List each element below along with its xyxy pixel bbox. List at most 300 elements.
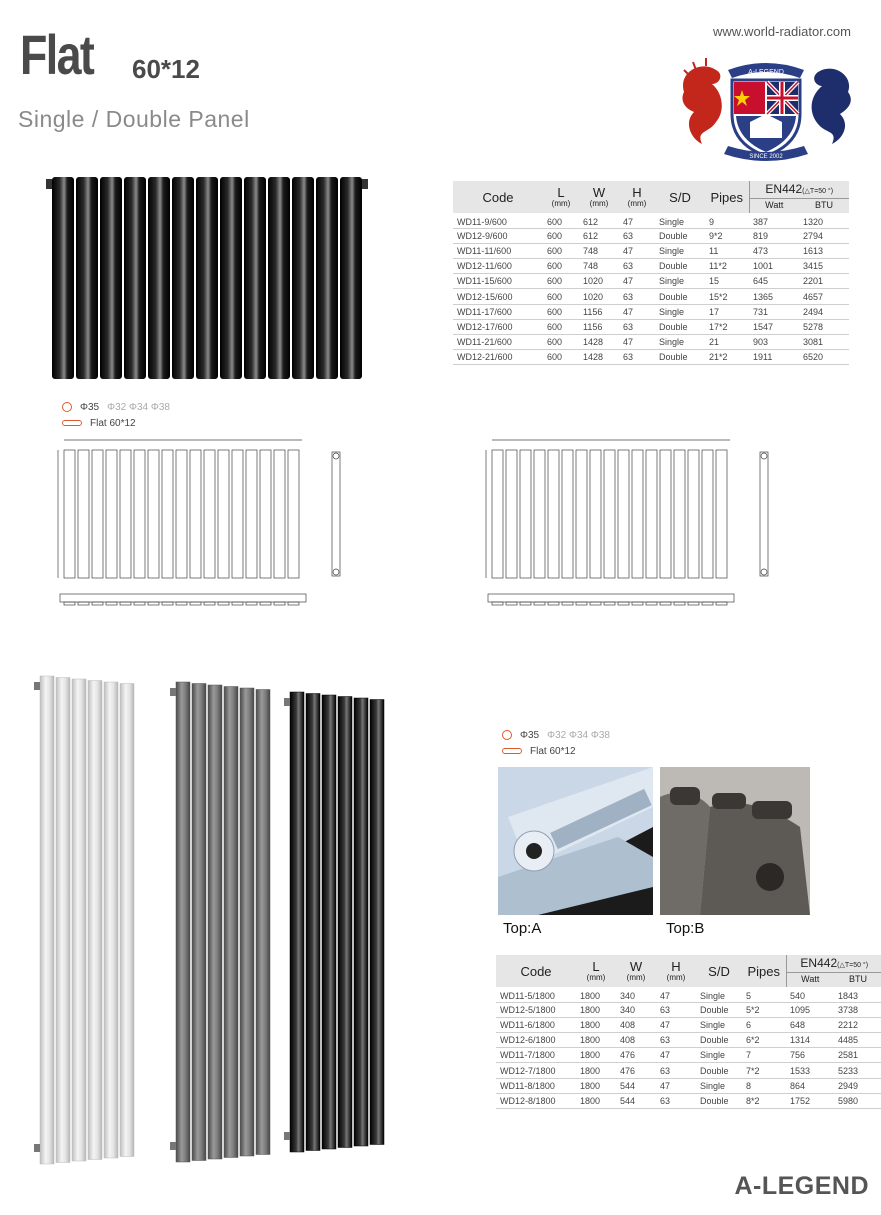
table-cell: Single [696,1078,742,1093]
table-cell: 600 [543,259,579,274]
bottom-view-tube [288,602,299,605]
drawing-column [106,450,117,578]
table-cell: 1365 [749,289,799,304]
table-cell: 600 [543,304,579,319]
col-pipes: Pipes [705,181,749,213]
table-cell: Single [655,304,705,319]
table-cell: 1752 [786,1093,834,1108]
table-cell: 1800 [576,1093,616,1108]
bottom-view-tube [204,602,215,605]
flat-tube-icon [62,420,82,426]
table-row [453,335,849,350]
table-cell: 1095 [786,1002,834,1017]
bottom-view-tube [702,602,713,605]
table-cell: 1800 [576,1002,616,1017]
table-cell: 340 [616,1002,656,1017]
brand-logo-text: A-LEGEND [734,1172,869,1200]
vertical-radiator-column [176,682,190,1162]
table-cell: 8 [742,1078,786,1093]
vertical-table-body [496,987,881,1109]
top-a-label: Top:A [503,920,542,937]
table-cell: 6 [742,1017,786,1032]
table-cell: 1428 [579,335,619,350]
table-cell: 476 [616,1063,656,1078]
drawing-column [548,450,559,578]
table-row [496,1033,881,1048]
col-h: H (mm) [619,181,655,213]
table-cell: 17*2 [705,319,749,334]
radiator-valve [34,682,40,690]
table-cell: 2201 [799,274,849,289]
bottom-view-tube [632,602,643,605]
technical-drawing-double [474,432,774,612]
radiator-column [196,177,218,379]
bottom-view [60,594,306,602]
table-cell: 2494 [799,304,849,319]
table-cell: 1800 [576,1048,616,1063]
table-cell: 731 [749,304,799,319]
table-cell: 3738 [834,1002,881,1017]
bottom-view-tube [688,602,699,605]
table-cell: 864 [786,1078,834,1093]
table-cell: WD12-8/1800 [496,1093,576,1108]
table-cell: 7 [742,1048,786,1063]
horizontal-table-body [453,213,849,365]
table-cell: Double [655,289,705,304]
drawing-column [534,450,545,578]
table-cell: 600 [543,319,579,334]
radiator-column [340,177,362,379]
table-cell: 4485 [834,1033,881,1048]
table-row [496,1063,881,1078]
drawing-column [506,450,517,578]
table-cell: 11*2 [705,259,749,274]
vertical-radiator-column [354,698,368,1146]
bottom-view-tube [534,602,545,605]
logo-since-text: SINCE 2002 [749,154,783,160]
product-title [20,22,200,87]
bottom-view [488,594,734,602]
bottom-view-tube [274,602,285,605]
vertical-radiator-column [208,685,222,1159]
table-cell: WD11-15/600 [453,274,543,289]
table-cell: WD12-21/600 [453,350,543,365]
table-cell: 756 [786,1048,834,1063]
bottom-view-tube [218,602,229,605]
subtitle: Single / Double Panel [18,106,250,132]
table-row [453,319,849,334]
legend-pipe-selected: Φ35 [520,729,540,741]
table-cell: WD11-8/1800 [496,1078,576,1093]
drawing-column [190,450,201,578]
drawing-column [646,450,657,578]
table-cell: 819 [749,228,799,243]
vertical-radiator-column [370,700,384,1145]
table-cell: 9 [705,213,749,228]
side-view [332,452,340,576]
table-cell: Single [696,1048,742,1063]
vertical-radiator-column [256,690,270,1155]
table-cell: 600 [543,350,579,365]
table-cell: 1314 [786,1033,834,1048]
table-cell: 8*2 [742,1093,786,1108]
table-cell: Single [655,335,705,350]
table-cell: 648 [786,1017,834,1032]
col-en442: EN442(△T=50 °) [786,955,881,972]
table-cell: 1800 [576,1033,616,1048]
table-row [496,1048,881,1063]
table-cell: Single [655,213,705,228]
radiator-valve [170,1142,176,1150]
technical-drawing-single [46,432,346,612]
bottom-view-tube [520,602,531,605]
table-cell: 63 [619,319,655,334]
table-cell: 1020 [579,274,619,289]
table-cell: Double [655,350,705,365]
table-cell: 1800 [576,1063,616,1078]
top-a-detail-photo [498,767,653,915]
table-cell: 600 [543,289,579,304]
table-cell: WD11-11/600 [453,243,543,258]
table-cell: 6520 [799,350,849,365]
legend-pipe-others: Φ32 Φ34 Φ38 [107,401,170,413]
radiator-column [244,177,266,379]
table-cell: 63 [619,289,655,304]
side-view-valve [761,453,767,459]
round-pipe-icon [62,402,72,412]
radiator-column [124,177,146,379]
table-cell: WD11-17/600 [453,304,543,319]
vertical-radiator-column [322,695,336,1149]
drawing-column [78,450,89,578]
table-cell: 47 [619,274,655,289]
radiator-valve [284,698,290,706]
col-watt: Watt [786,972,834,987]
vertical-radiator-column [120,684,134,1157]
table-cell: 1800 [576,1017,616,1032]
table-cell: 600 [543,213,579,228]
table-cell: 47 [656,987,696,1002]
bottom-view-tube [134,602,145,605]
table-cell: 2581 [834,1048,881,1063]
bottom-view-tube [246,602,257,605]
table-cell: 47 [619,213,655,228]
table-row [453,289,849,304]
title-size: 60*12 [132,54,200,84]
bottom-view-tube [492,602,503,605]
table-cell: 63 [619,259,655,274]
table-cell: 3415 [799,259,849,274]
vertical-radiators-photo [32,672,412,1172]
website-url: www.world-radiator.com [713,24,851,39]
drawing-column [120,450,131,578]
drawing-column [232,450,243,578]
vertical-radiator-column [104,682,118,1158]
vertical-radiator-column [40,676,54,1164]
bottom-view-tube [618,602,629,605]
vertical-radiator-column [72,679,86,1161]
legend-pipe-selected: Φ35 [80,401,100,413]
table-cell: 47 [619,304,655,319]
table-cell: 47 [656,1048,696,1063]
table-cell: Single [696,1017,742,1032]
table-cell: 5233 [834,1063,881,1078]
table-row [453,274,849,289]
flat-tube-icon [502,748,522,754]
table-cell: 600 [543,274,579,289]
table-cell: 2212 [834,1017,881,1032]
table-row [496,1093,881,1108]
table-cell: 544 [616,1078,656,1093]
col-watt: Watt [749,198,799,213]
bottom-view-tube [562,602,573,605]
drawing-column [134,450,145,578]
table-row [453,228,849,243]
drawing-column [64,450,75,578]
table-cell: Double [655,319,705,334]
pipe-legend-bottom [502,727,610,759]
drawing-column [92,450,103,578]
horizontal-black-radiator-photo [44,175,370,381]
bottom-view-tube [148,602,159,605]
col-l: L (mm) [543,181,579,213]
drawing-column [204,450,215,578]
table-cell: 3081 [799,335,849,350]
table-cell: 748 [579,243,619,258]
table-row [453,304,849,319]
drawing-column [218,450,229,578]
table-cell: Single [655,274,705,289]
col-code: Code [496,955,576,987]
vertical-radiator-column [192,684,206,1161]
radiator-column [52,177,74,379]
table-cell: 1800 [576,1078,616,1093]
legend-panel: Flat 60*12 [90,417,136,429]
table-cell: 612 [579,228,619,243]
side-view-valve [333,453,339,459]
table-row [496,1002,881,1017]
bottom-view-tube [120,602,131,605]
col-btu: BTU [834,972,881,987]
table-cell: 63 [619,228,655,243]
bottom-view-tube [576,602,587,605]
table-cell: WD12-9/600 [453,228,543,243]
title-main: Flat [20,23,94,86]
drawing-column [660,450,671,578]
table-cell: 600 [543,228,579,243]
vertical-radiator-column [290,692,304,1152]
table-row [453,213,849,228]
vertical-radiator-column [338,697,352,1148]
table-row [496,1078,881,1093]
table-cell: WD12-15/600 [453,289,543,304]
table-cell: 1911 [749,350,799,365]
table-cell: 340 [616,987,656,1002]
table-cell: 1320 [799,213,849,228]
drawing-column [604,450,615,578]
table-cell: 47 [656,1017,696,1032]
table-cell: 1156 [579,304,619,319]
col-w: W (mm) [579,181,619,213]
col-en442: EN442(△T=50 °) [749,181,849,198]
table-cell: 600 [543,335,579,350]
table-cell: 47 [619,335,655,350]
drawing-column [590,450,601,578]
table-cell: 15*2 [705,289,749,304]
table-cell: 2794 [799,228,849,243]
radiator-column [316,177,338,379]
table-cell: WD11-21/600 [453,335,543,350]
radiator-column [76,177,98,379]
drawing-column [520,450,531,578]
table-cell: 1613 [799,243,849,258]
col-sd: S/D [696,955,742,987]
top-b-detail-photo [660,767,810,915]
table-cell: 63 [656,1002,696,1017]
bottom-view-tube [660,602,671,605]
table-cell: WD11-9/600 [453,213,543,228]
table-cell: 21 [705,335,749,350]
table-cell: 63 [619,350,655,365]
col-btu: BTU [799,198,849,213]
table-cell: WD11-5/1800 [496,987,576,1002]
table-cell: Double [655,259,705,274]
bottom-view-tube [646,602,657,605]
col-pipes: Pipes [742,955,786,987]
table-cell: 15 [705,274,749,289]
table-cell: 47 [619,243,655,258]
drawing-column [702,450,713,578]
table-cell: Double [696,1093,742,1108]
col-l: L (mm) [576,955,616,987]
vertical-radiator-column [306,694,320,1151]
a-legend-crest-logo [676,52,856,167]
table-cell: 1020 [579,289,619,304]
table-cell: 540 [786,987,834,1002]
table-cell: 2949 [834,1078,881,1093]
bottom-view-tube [260,602,271,605]
bottom-view-tube [64,602,75,605]
drawing-column [176,450,187,578]
drawing-column [562,450,573,578]
table-cell: 1800 [576,987,616,1002]
bottom-view-tube [92,602,103,605]
radiator-column [268,177,290,379]
bottom-view-tube [176,602,187,605]
logo-ribbon-text: A-LEGEND [748,69,784,76]
table-cell: 5 [742,987,786,1002]
table-row [453,259,849,274]
table-cell: 600 [543,243,579,258]
radiator-column [220,177,242,379]
table-row [453,350,849,365]
drawing-column [274,450,285,578]
legend-pipe-others: Φ32 Φ34 Φ38 [547,729,610,741]
table-cell: Single [696,987,742,1002]
table-cell: 4657 [799,289,849,304]
table-cell: 612 [579,213,619,228]
side-view-valve [333,569,339,575]
radiator-column [100,177,122,379]
table-cell: 63 [656,1063,696,1078]
vertical-radiator-column [224,687,238,1158]
drawing-column [618,450,629,578]
table-cell: 476 [616,1048,656,1063]
col-sd: S/D [655,181,705,213]
horizontal-spec-table [453,181,849,365]
drawing-column [288,450,299,578]
drawing-column [162,450,173,578]
radiator-valve [284,1132,290,1140]
table-cell: 5980 [834,1093,881,1108]
table-cell: Double [696,1033,742,1048]
drawing-column [576,450,587,578]
bottom-view-tube [604,602,615,605]
pipe-legend-top [62,399,170,431]
table-cell: 6*2 [742,1033,786,1048]
drawing-column [260,450,271,578]
table-cell: 17 [705,304,749,319]
vertical-radiator-column [240,688,254,1156]
side-view-valve [761,569,767,575]
vertical-spec-table [496,955,881,1109]
table-cell: 408 [616,1033,656,1048]
drawing-column [688,450,699,578]
drawing-column [674,450,685,578]
drawing-column [716,450,727,578]
table-cell: WD12-11/600 [453,259,543,274]
table-cell: 1428 [579,350,619,365]
bottom-view-tube [548,602,559,605]
radiator-column [148,177,170,379]
table-cell: WD12-5/1800 [496,1002,576,1017]
table-cell: 748 [579,259,619,274]
col-code: Code [453,181,543,213]
drawing-column [632,450,643,578]
table-cell: WD11-6/1800 [496,1017,576,1032]
table-cell: 9*2 [705,228,749,243]
drawing-column [492,450,503,578]
table-row [496,1017,881,1032]
table-cell: 21*2 [705,350,749,365]
table-cell: 1547 [749,319,799,334]
table-cell: WD11-7/1800 [496,1048,576,1063]
table-cell: 408 [616,1017,656,1032]
drawing-column [148,450,159,578]
table-cell: 47 [656,1078,696,1093]
bottom-view-tube [674,602,685,605]
table-cell: 387 [749,213,799,228]
table-cell: Double [696,1002,742,1017]
vertical-radiator-column [88,681,102,1160]
table-cell: 7*2 [742,1063,786,1078]
table-cell: 5278 [799,319,849,334]
bottom-view-tube [590,602,601,605]
radiator-valve [34,1144,40,1152]
bottom-view-tube [190,602,201,605]
vertical-radiator-column [56,678,70,1163]
radiator-column [172,177,194,379]
table-cell: Single [655,243,705,258]
table-row [496,987,881,1002]
table-cell: 1001 [749,259,799,274]
table-cell: 63 [656,1033,696,1048]
legend-panel: Flat 60*12 [530,745,576,757]
table-cell: WD12-17/600 [453,319,543,334]
table-cell: 1533 [786,1063,834,1078]
table-cell: 903 [749,335,799,350]
bottom-view-tube [232,602,243,605]
